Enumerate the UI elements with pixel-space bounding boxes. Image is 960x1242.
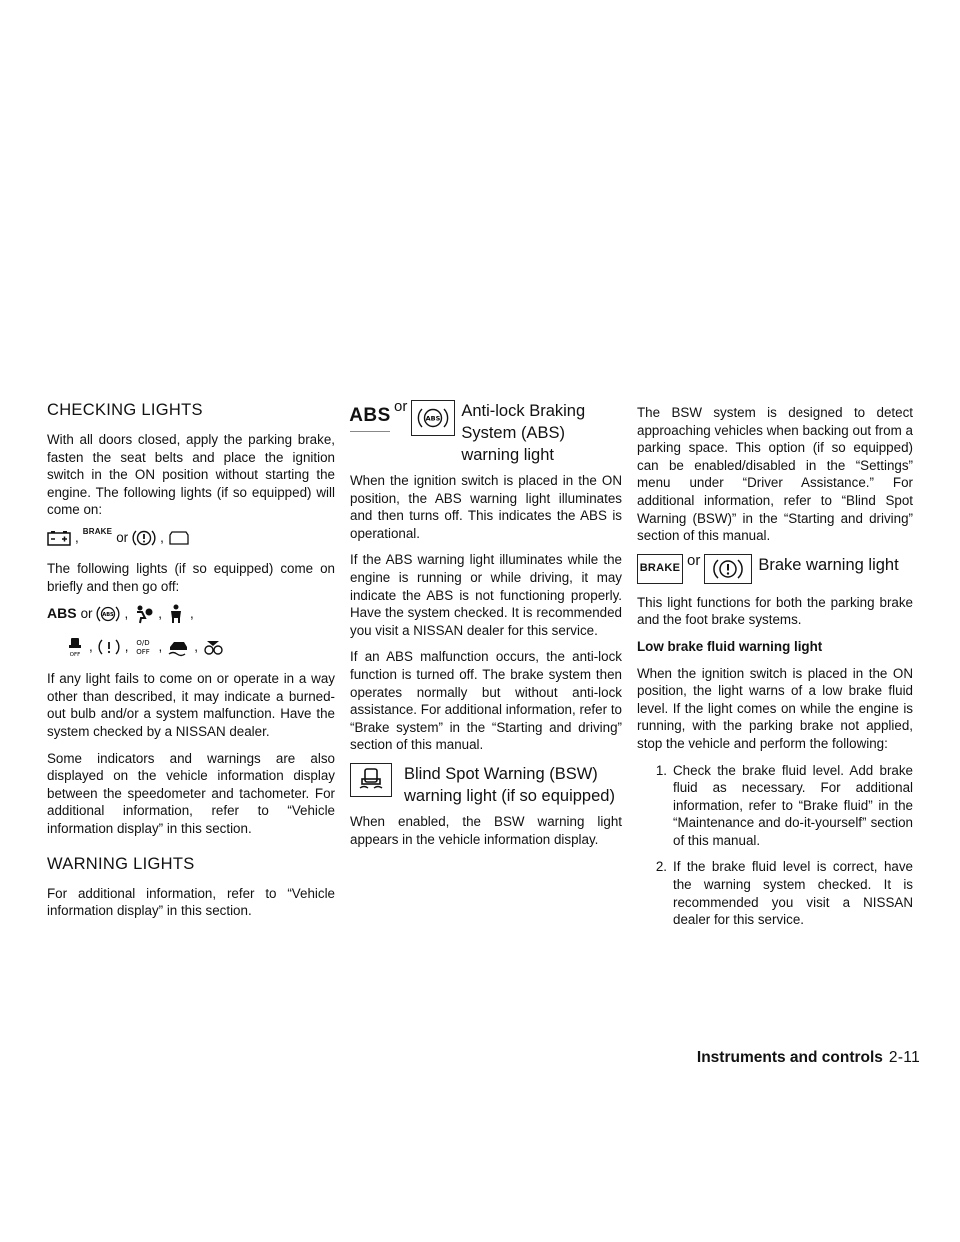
separator: , <box>89 639 93 655</box>
list-item: 2. If the brake fluid level is correct, have the warning system checked. It is recommended you visit a NISSAN dealer for this service. <box>655 859 913 928</box>
brake-text-icon: BRAKE <box>82 527 113 537</box>
bsw-icon <box>350 763 392 797</box>
abs-paragraph-2: If the ABS warning light illuminates while the engine is running or while driving, it may indicate the ABS is not functioning properly. Have the system checked. It is recommended you visit a NISSAN dealer for this service. <box>350 552 622 638</box>
separator: , <box>124 606 129 622</box>
column-right <box>637 404 913 938</box>
separator: , <box>158 606 162 622</box>
or-text: or <box>116 530 129 546</box>
separator: , <box>158 639 163 655</box>
od-label-top: O/D <box>136 639 151 648</box>
page-footer <box>620 1049 920 1067</box>
battery-icon <box>47 530 71 546</box>
page-number: 2-11 <box>888 1049 920 1066</box>
list-item: 1. Check the brake fluid level. Add brake fluid as necessary. For additional information, refer to “Brake fluid” in the “Maintenance and do-it-yourself” section of this manual. <box>655 762 913 848</box>
abs-paragraph-3: If an ABS malfunction occurs, the anti-lock function is turned off. The brake system then operates normally but without anti-lock assistance. For additional information, refer to “Brake system” in the “Starting and driving” section of this manual. <box>350 649 622 753</box>
warning-lights-intro: For additional information, refer to “Vehicle information display” in this section. <box>47 885 335 919</box>
or-text: or <box>687 551 701 569</box>
icon-row-briefly-2 <box>47 636 335 658</box>
abs-section-title: Anti-lock Braking System (ABS) warning light <box>461 402 586 464</box>
checking-lights-intro: With all doors closed, apply the parking brake, fasten the seat belts and place the ignition switch in the ON position without starting the engine. The following lights (if so equipped) will come on: <box>47 432 335 518</box>
brake-steps-list <box>637 762 913 929</box>
checking-lights-briefly: The following lights (if so equipped) come on briefly and then go off: <box>47 560 335 594</box>
separator: , <box>160 530 164 546</box>
low-brake-fluid-heading: Low brake fluid warning light <box>637 638 823 654</box>
brake-section-header <box>637 551 913 584</box>
bsw-section-title: Blind Spot Warning (BSW) warning light (if so equipped) <box>404 764 615 805</box>
brake-section-title: Brake warning light <box>758 555 899 574</box>
separator: , <box>189 606 194 622</box>
separator: , <box>124 639 129 655</box>
od-label-bottom: OFF <box>136 648 151 657</box>
od-off-icon <box>132 636 154 658</box>
checking-lights-heading: CHECKING LIGHTS <box>47 401 203 419</box>
or-text: or <box>394 398 408 415</box>
svg-text:ABS: ABS <box>102 612 115 619</box>
separator: , <box>194 639 198 655</box>
abs-section-header <box>350 400 622 466</box>
checking-lights-display: Some indicators and warnings are also displayed on the vehicle information display between the speedometer and tachometer. For additional information, refer to “Vehicle information display” in this section. <box>47 750 335 836</box>
svg-text:ABS: ABS <box>426 414 441 423</box>
brake-paragraph-2: When the ignition switch is placed in the ON position, the light warns of a low brake fluid level. If the light comes on while the engine is running, with the parking brake not applied, stop the vehicle and perform the following: <box>637 665 913 751</box>
off-label: OFF <box>69 652 81 659</box>
bsw-paragraph-1: When enabled, the BSW warning light appears in the vehicle information display. <box>350 813 622 847</box>
vdc-icon <box>166 637 190 657</box>
airbag-icon <box>132 604 154 624</box>
or-text: or <box>80 606 93 622</box>
abs-circle-icon <box>411 400 455 436</box>
slip-indicator-icon <box>202 637 224 657</box>
column-middle <box>350 400 622 857</box>
brake-text-icon: BRAKE <box>637 554 683 584</box>
brake-warning-icon <box>97 637 121 657</box>
abs-paragraph-1: When the ignition switch is placed in the ON position, the ABS warning light illuminates and then turns off. This indicates the ABS is operational. <box>350 473 622 541</box>
abs-text-icon: ABS <box>47 605 77 622</box>
brake-paragraph-1: This light functions for both the parking brake and the foot brake systems. <box>637 594 913 628</box>
warning-lights-heading: WARNING LIGHTS <box>47 854 195 873</box>
bsw-section-header <box>350 763 622 807</box>
separator: , <box>75 530 79 546</box>
abs-circle-icon <box>96 604 120 624</box>
abs-text-icon: ABS <box>350 400 390 432</box>
seat-belt-icon <box>166 604 186 624</box>
icon-row-briefly-1 <box>47 604 335 624</box>
column-left <box>47 400 335 929</box>
brake-warning-icon <box>132 528 156 548</box>
icon-row-stay-on <box>47 528 335 548</box>
bsw-paragraph-2: The BSW system is designed to detect approaching vehicles when backing out from a parking space. This option (if so equipped) can be enabled/disabled in the “Settings” menu under “Driver Assistance.” For additional information, refer to “Blind Spot Warning (BSW)” in the “Starting and driving” section of this manual. <box>637 405 913 544</box>
bsw-off-icon <box>65 636 85 658</box>
checking-lights-failure: If any light fails to come on or operate in a way other than described, it may indicate a burned-out bulb and/or a system malfunction. Have the system checked by a NISSAN dealer. <box>47 671 335 739</box>
footer-section-title: Instruments and controls <box>696 1049 883 1066</box>
master-warning-icon <box>168 529 190 547</box>
brake-warning-icon <box>704 554 752 584</box>
